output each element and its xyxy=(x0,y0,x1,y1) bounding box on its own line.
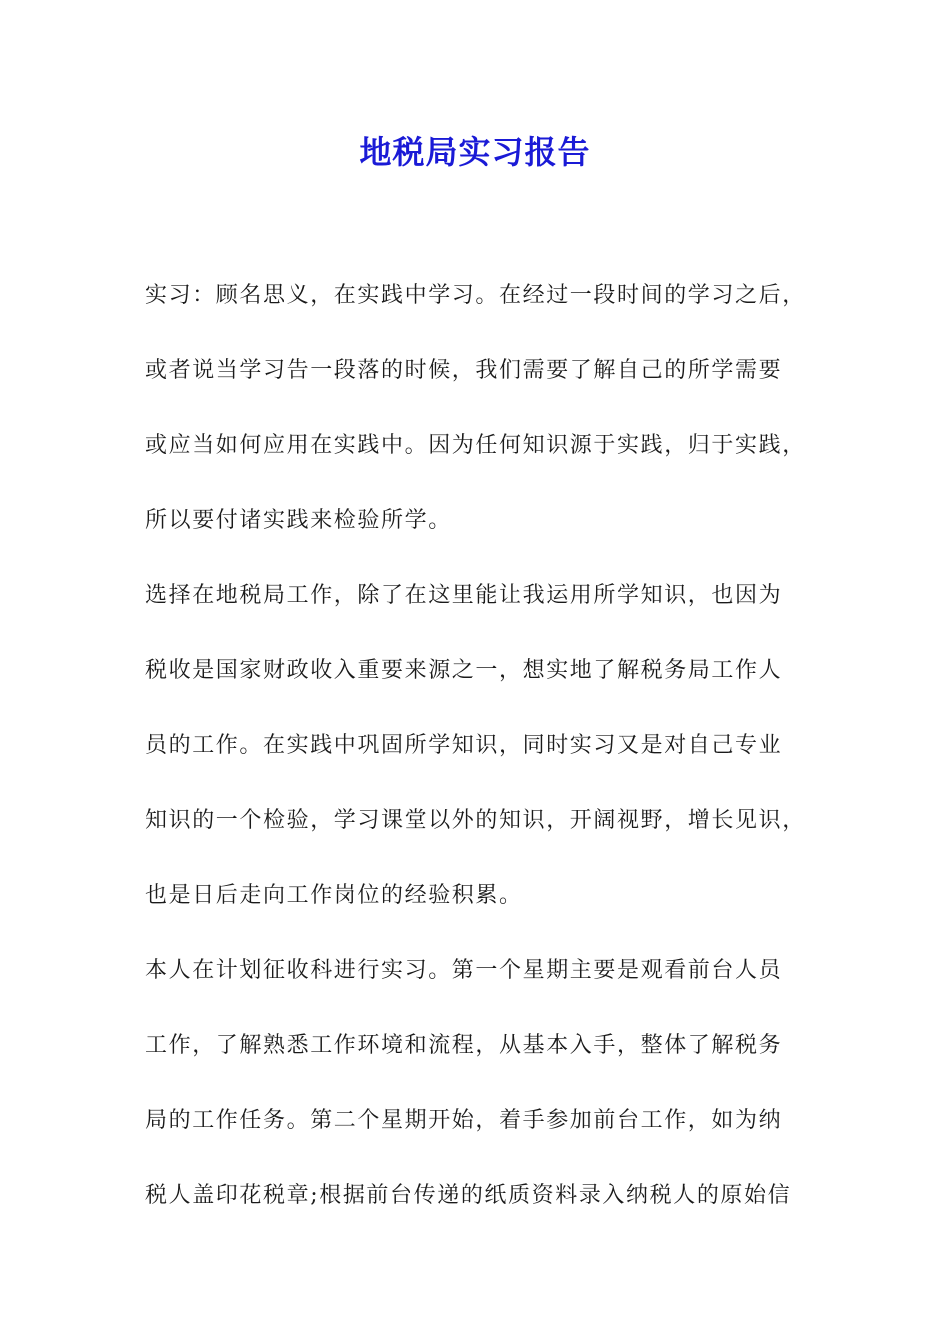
body-line: 知识的一个检验，学习课堂以外的知识，开阔视野，增长见识， xyxy=(145,808,806,833)
body-line: 所以要付诸实践来检验所学。 xyxy=(145,508,452,533)
body-line: 或应当如何应用在实践中。因为任何知识源于实践，归于实践， xyxy=(145,433,806,458)
document-body xyxy=(145,258,835,1233)
body-line: 本人在计划征收科进行实习。第一个星期主要是观看前台人员 xyxy=(145,958,783,983)
body-line: 也是日后走向工作岗位的经验积累。 xyxy=(145,883,523,908)
body-line: 员的工作。在实践中巩固所学知识，同时实习又是对自己专业 xyxy=(145,733,783,758)
body-line: 工作，了解熟悉工作环境和流程，从基本入手，整体了解税务 xyxy=(145,1033,783,1058)
body-line: 或者说当学习告一段落的时候，我们需要了解自己的所学需要 xyxy=(145,358,783,383)
body-line: 税收是国家财政收入重要来源之一，想实地了解税务局工作人 xyxy=(145,658,783,683)
document-title: 地税局实习报告 xyxy=(359,133,591,171)
body-line: 选择在地税局工作，除了在这里能让我运用所学知识，也因为 xyxy=(145,583,783,608)
body-line: 实习：顾名思义，在实践中学习。在经过一段时间的学习之后， xyxy=(145,283,806,308)
body-line: 局的工作任务。第二个星期开始，着手参加前台工作，如为纳 xyxy=(145,1108,783,1133)
body-line: 税人盖印花税章;根据前台传递的纸质资料录入纳税人的原始信 xyxy=(145,1183,792,1208)
